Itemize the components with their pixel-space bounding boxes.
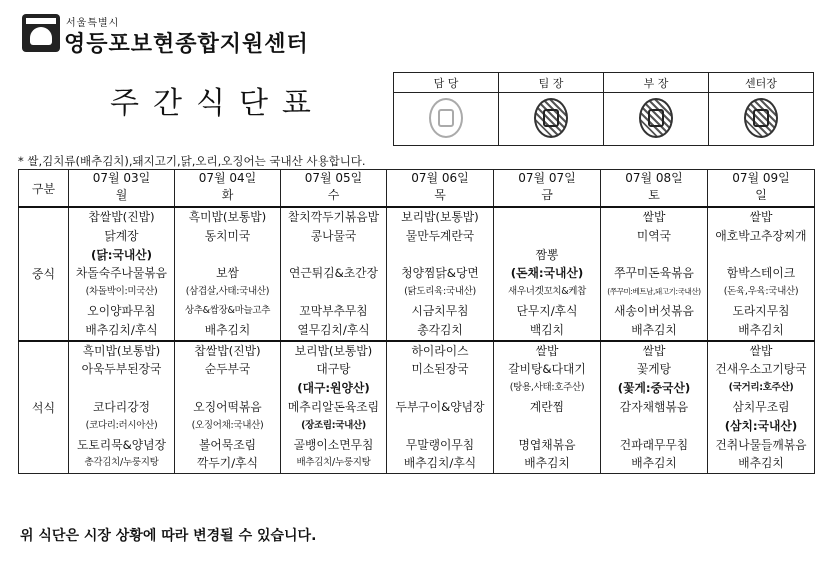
meal-row (19, 207, 815, 341)
day-header (708, 170, 815, 208)
approval-title-manager: 부 장 (604, 73, 709, 93)
menu-item: 건취나물들깨볶음 (715, 437, 807, 452)
page-title: 주간식단표 (110, 86, 325, 121)
menu-item: 보쌈 (216, 266, 239, 281)
org-logo (22, 14, 60, 52)
menu-item: 감자채햄볶음 (619, 399, 689, 414)
menu-item (708, 246, 814, 265)
menu-item: 건파래무무침 (619, 437, 689, 452)
menu-item: (닭도리육:국내산) (404, 286, 476, 298)
origin-note: * 쌀,김치류(배추김치),돼지고기,닭,오리,오징어는 국내산 사용합니다. (18, 154, 366, 168)
menu-item (175, 246, 280, 265)
menu-item: 흑미밥(보통밥) (82, 343, 161, 358)
menu-item: (장조림:국내산) (301, 419, 366, 431)
menu-item (281, 246, 386, 265)
menu-item: 삼치무조림 (732, 399, 790, 414)
menu-cell (601, 207, 708, 341)
day-of-week: 금 (541, 188, 553, 202)
approval-table (393, 72, 814, 146)
menu-item: 동치미국 (204, 228, 251, 243)
corner-label: 구분 (19, 170, 69, 208)
menu-item: 대구탕 (316, 362, 351, 377)
day-of-week: 화 (221, 188, 234, 202)
menu-item: 총각김치/누룽지탕 (84, 457, 159, 469)
menu-item: (꽃게:중국산) (617, 381, 691, 396)
menu-item: 볼어묵조림 (199, 437, 256, 452)
day-of-week: 일 (755, 188, 767, 202)
menu-item (387, 379, 493, 398)
day-date: 07월 07일 (518, 171, 576, 185)
seal-stamp-icon (429, 98, 463, 138)
day-date: 07월 05일 (304, 171, 363, 185)
org-name: 영등포보현종합지원센터 (64, 32, 309, 57)
menu-item: 깍두기/후식 (197, 456, 258, 471)
approval-title-staff: 담 당 (394, 73, 499, 93)
menu-item: 건새우소고기탕국 (715, 362, 807, 377)
menu-item (494, 227, 600, 246)
menu-item: 찰치깍두기볶음밥 (287, 210, 380, 224)
seal-stamp-icon (639, 98, 673, 138)
menu-item: 배추김치 (204, 322, 251, 337)
menu-item: 아욱두부된장국 (81, 362, 162, 377)
menu-item: 무말랭이무침 (405, 437, 475, 452)
menu-item: (삼치:국내산) (724, 418, 798, 433)
menu-item: 새송이버섯볶음 (614, 303, 694, 318)
menu-cell (175, 207, 281, 341)
menu-item: 상추&쌈장&마늘고추 (184, 304, 271, 316)
menu-item (601, 417, 707, 436)
day-of-week: 수 (327, 188, 340, 202)
menu-item: (쭈꾸미:베트남,돼고기:국내산) (607, 287, 701, 297)
menu-item: (오징어채:국내산) (191, 419, 264, 431)
seal-stamp-icon (534, 98, 568, 138)
menu-item: 메추리알돈육조림 (287, 399, 380, 414)
menu-item (601, 246, 707, 265)
menu-item: 배추김치 (631, 322, 677, 337)
menu-item: 명엽채볶음 (518, 437, 576, 452)
menu-item: 보리밥(보통밥) (294, 343, 373, 358)
menu-item: 물만두계란국 (405, 228, 475, 243)
menu-item: 연근튀김&초간장 (289, 266, 378, 281)
menu-item: 배추김치 (738, 456, 784, 471)
footer-notice: 위 식단은 시장 상황에 따라 변경될 수 있습니다. (20, 528, 317, 544)
menu-item: 꼬막부추무침 (299, 303, 368, 318)
menu-cell (281, 207, 387, 341)
menu-item: 순두부국 (204, 362, 251, 377)
meal-label: 중식 (19, 207, 69, 341)
menu-item: 새우너겟꼬치&케찹 (507, 286, 587, 298)
menu-item: (돈채:국내산) (510, 266, 584, 281)
menu-item: 총각김치 (417, 322, 463, 337)
menu-item: 청양찜닭&당면 (401, 266, 479, 281)
menu-item: 배추김치 (631, 456, 677, 471)
menu-item: 찹쌀밥(진밥) (194, 343, 261, 358)
menu-item: 코다리강정 (93, 399, 150, 414)
day-date: 07월 03일 (92, 171, 151, 185)
approval-seal-manager (604, 93, 709, 146)
menu-item: 쌀밥 (642, 210, 666, 224)
menu-item: 두부구이&양념장 (395, 399, 485, 414)
menu-item: 닭계장 (104, 228, 139, 243)
menu-item: 배추김치/후식 (403, 456, 477, 471)
menu-item: 배추김치/후식 (85, 322, 158, 337)
menu-cell (601, 341, 708, 474)
menu-item: 차돌숙주나물볶음 (75, 266, 168, 281)
menu-item: 보리밥(보통밥) (401, 210, 479, 224)
menu-item: 애호박고추장찌개 (715, 228, 807, 243)
menu-item: 쌀밥 (642, 343, 666, 358)
menu-cell (708, 341, 815, 474)
menu-item: 흑미밥(보통밥) (188, 210, 267, 224)
menu-item: 배추김치 (738, 322, 784, 337)
menu-item: 갈비탕&다대기 (508, 362, 586, 377)
day-date: 07월 06일 (411, 171, 469, 185)
menu-cell (175, 341, 281, 474)
day-header (69, 170, 175, 208)
menu-item (494, 208, 600, 227)
day-of-week: 월 (115, 188, 128, 202)
menu-cell (494, 207, 601, 341)
menu-item: (코다리:러시아산) (85, 419, 158, 431)
menu-item: 꽃게탕 (636, 362, 672, 377)
org-city-label: 서울특별시 (66, 18, 120, 29)
menu-item: (닭:국내산) (90, 247, 153, 262)
menu-item (69, 379, 174, 398)
day-date: 07월 08일 (625, 171, 683, 185)
menu-item: 짬뽕 (535, 247, 559, 262)
menu-item (387, 417, 493, 436)
menu-item: 쭈꾸미돈육볶음 (614, 266, 694, 281)
menu-item: 열무김치/후식 (297, 322, 370, 337)
menu-item: 도토리묵&양념장 (77, 437, 166, 452)
menu-item: 쌀밥 (749, 210, 773, 224)
menu-cell (387, 207, 494, 341)
menu-item: (국거리:호주산) (728, 382, 794, 394)
approval-seal-team-leader (499, 93, 604, 146)
menu-item: (대구:원양산) (297, 381, 370, 396)
weekly-menu-table (18, 169, 815, 474)
menu-item (175, 379, 280, 398)
menu-item: 쌀밥 (535, 343, 559, 358)
menu-item: 백김치 (529, 322, 565, 337)
seal-stamp-icon (744, 98, 778, 138)
meal-row (19, 341, 815, 474)
menu-item: 찹쌀밥(진밥) (88, 210, 155, 224)
day-date: 07월 09일 (732, 171, 790, 185)
menu-item: 콩나물국 (310, 228, 357, 243)
menu-item: 미소된장국 (411, 362, 469, 377)
menu-item: 단무지/후식 (516, 303, 578, 318)
menu-item: 미역국 (636, 228, 672, 243)
approval-title-director: 센터장 (709, 73, 814, 93)
menu-item: 도라지무침 (732, 303, 790, 318)
menu-cell (494, 341, 601, 474)
menu-item: 계란찜 (529, 399, 565, 414)
day-date: 07월 04일 (198, 171, 257, 185)
menu-item: 하이라이스 (411, 343, 469, 358)
approval-seal-staff (394, 93, 499, 146)
day-header (601, 170, 708, 208)
menu-item: (탕용,사태:호주산) (509, 382, 585, 394)
menu-item: 골뱅이소면무침 (293, 437, 374, 452)
menu-item: (돈육,우육:국내산) (723, 286, 799, 298)
menu-item: 함박스테이크 (726, 266, 796, 281)
approval-seal-director (709, 93, 814, 146)
menu-item (281, 283, 386, 302)
menu-item (387, 246, 493, 265)
menu-item: 쌀밥 (749, 343, 773, 358)
menu-item: 시금치무침 (411, 303, 469, 318)
approval-title-team-leader: 팀 장 (499, 73, 604, 93)
day-header (494, 170, 601, 208)
menu-item (494, 417, 600, 436)
menu-cell (281, 341, 387, 474)
menu-cell (387, 341, 494, 474)
menu-item: 오이양파무침 (87, 303, 156, 318)
menu-cell (69, 207, 175, 341)
menu-item: (차돌박이:미국산) (85, 286, 158, 298)
day-header (175, 170, 281, 208)
menu-item: 배추김치 (524, 456, 570, 471)
menu-cell (69, 341, 175, 474)
day-header (281, 170, 387, 208)
menu-item: 오징어떡볶음 (193, 399, 262, 414)
day-header (387, 170, 494, 208)
day-of-week: 목 (434, 188, 446, 202)
menu-item: 배추김치/누룽지탕 (296, 457, 371, 469)
menu-item: (삼겹살,사태:국내산) (185, 286, 270, 298)
menu-cell (708, 207, 815, 341)
meal-label: 석식 (19, 341, 69, 474)
day-of-week: 토 (648, 188, 660, 202)
